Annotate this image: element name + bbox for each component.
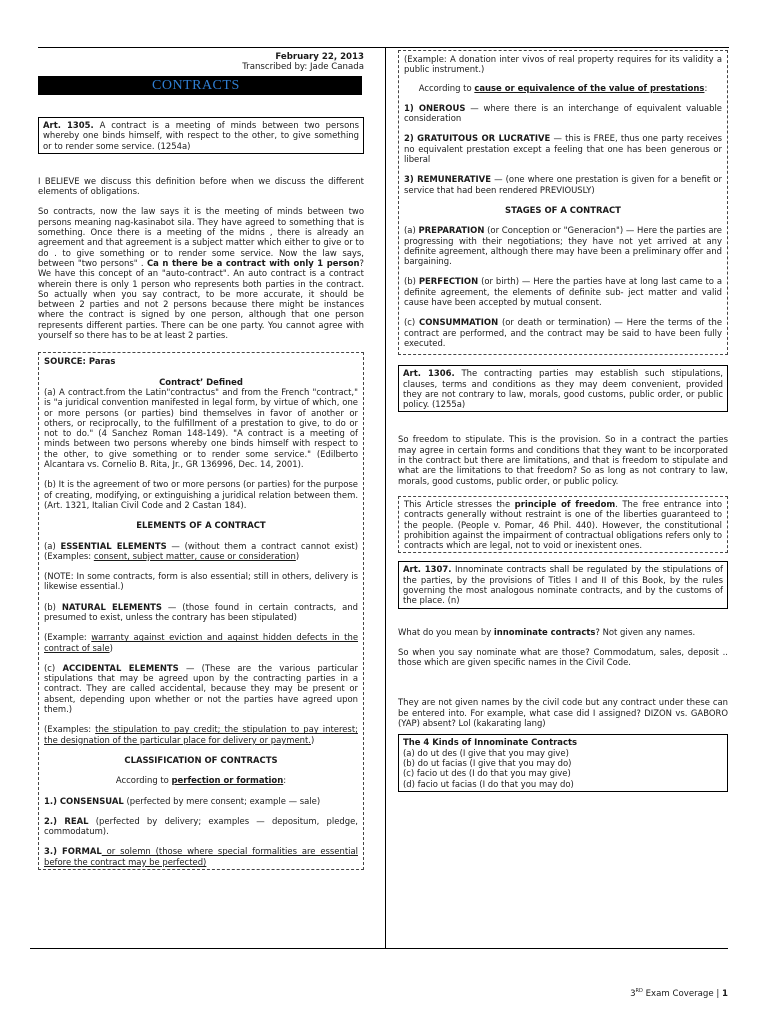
innominate-kinds-box (398, 734, 728, 791)
ex2-a: (Example: (44, 632, 92, 643)
gratuitous-item (404, 133, 722, 164)
r2-bold: 2) GRATUITOUS OR LUCRATIVE (404, 133, 551, 144)
art1305-text: A contract is a meeting of minds between two persons whereby one binds himself, with respect to the other, to give something or to render some service. (1254a) (43, 120, 359, 151)
art1305-label: Art. 1305. (43, 120, 94, 130)
acc-a: (c) (44, 662, 63, 673)
s3-rest: (or death or termination) — Here the terms of the contract are performed, and the contract may be said to have been fully executed. (404, 317, 723, 348)
s2-rest: (or birth) — Here the parties have at long last came to a definite agreement, the elements of definite sub- ject matter and valid cause have been accepted by mutual consent. (404, 276, 723, 308)
r2-rest: — this is FREE, thus one party receives no equivalent prestation except a feeling that one has been generous or liberal (404, 133, 723, 165)
according-b: : (283, 775, 287, 786)
kind-item: (d) facio ut facias (I do that you may do) (403, 778, 574, 789)
nat-b: — (those found in certain contracts, and presumed to exist, unless the contrary has been stipulated) (44, 601, 359, 622)
art1307-box (398, 561, 728, 608)
acc2-underline: cause or equivalence of the value of prestations (474, 82, 705, 93)
document-title: CONTRACTS (38, 76, 362, 95)
real-item (44, 816, 358, 837)
remunerative-item (404, 174, 722, 195)
paras-source-box (38, 352, 364, 870)
accidental-examples (44, 724, 358, 745)
q-b: ? Not given any names. (595, 626, 696, 637)
definition-a: (a) A contract.from the Latin"contractus" and from the French "contract," is "a juridical convention manifested in legal form, by virtue of which, one or more persons (or parties) bind themselves in favor of another or others, or reciprocally, to the fulfillment of a prestation to give, to do or not to do." (4 Sanchez Roman 148-149). "A contract is a meeting of minds between two persons whereby one binds himself with respect to the other, to give something or to render some service." (Edilberto Alcantara vs. Cornelio B. Rita, Jr., GR 136996, Dec. 14, 2001). (44, 386, 358, 470)
s3-a: (c) (404, 317, 420, 328)
s2-bold: PERFECTION (418, 276, 479, 287)
according-perfection (44, 775, 358, 785)
c2-bold: 2.) REAL (44, 815, 89, 826)
para2-text-a: So contracts, now the law says it is the meeting of minds between two persons meaning nag-kasinabot sila. They have agreed to something that is something. Once there is a meeting of the midns , there is already an agreement and that agreement is a subject matter which either to give or to do . to give something or to render some service. Now the law says, between "two persons" . (38, 206, 364, 268)
essential-elements (44, 541, 358, 562)
consensual-item (44, 796, 358, 806)
prestations-box (398, 50, 728, 355)
according-underline: perfection or formation (171, 775, 284, 786)
art1307-label: Art. 1307. (403, 564, 452, 575)
ex3-b: ) (311, 734, 315, 745)
c1-bold: 1.) CONSENSUAL (44, 795, 124, 806)
q-a: What do you mean by (398, 626, 494, 637)
acc2-a: According to (418, 82, 475, 93)
header-transcriber: Transcribed by: Jade Canada (242, 62, 364, 72)
r3-bold: 3) REMUNERATIVE (404, 174, 491, 185)
column-divider (385, 48, 386, 948)
nominate-paragraph: So when you say nominate what are those? Commodatum, sales, deposit .. those which are given specific names in the Civil Code. (398, 646, 728, 668)
art1305-box (38, 117, 364, 154)
paragraph-contracts-law (38, 206, 364, 340)
art1306-label: Art. 1306. (403, 368, 455, 379)
art1307-text: Innominate contracts shall be regulated by the stipulations of the parties, by the provisions of Titles I and II of this Book, by the rules governing the most analogous nominate contracts, and by the customs of the place. (n) (403, 564, 723, 606)
nat-a: (b) (44, 601, 62, 612)
ex3-a: (Examples: (44, 724, 96, 735)
natural-elements (44, 602, 358, 623)
footer-sup: RD (635, 988, 643, 994)
art1306-box (398, 365, 728, 412)
nat-bold: NATURAL ELEMENTS (61, 601, 162, 612)
left-column (38, 52, 364, 870)
kind-item: (b) do ut facias (I give that you may do) (403, 757, 572, 768)
contract-defined-heading: Contract’ Defined (159, 376, 243, 387)
kind-item: (c) facio ut des (I do that you may give) (403, 768, 571, 779)
r1-bold: 1) ONEROUS (404, 102, 466, 113)
page-number: 1 (722, 988, 728, 999)
form-note: (NOTE: In some contracts, form is also essential; still in others, delivery is likewise essential.) (44, 571, 358, 592)
s1-a: (a) (404, 225, 419, 236)
acc-b: — (These are the various particular stipulations that may be agreed upon by the contracting parties in a contract. They are called accidental, because they may be present or absent, depending upon whether or not the parties have agreed upon them.) (44, 662, 358, 715)
onerous-item (404, 103, 722, 124)
s2-a: (b) (404, 276, 419, 287)
footer-text: Exam Coverage | (642, 988, 723, 999)
princ-b: . The free entrance into contracts generally without restraint is one of the liberties guaranteed to the people. (People v. Pomar, 46 Phil. 440). However, the constitutional prohibition against the impairment of contractual obligations refers only to contracts which are legal, not to void or inexistent ones. (404, 498, 722, 551)
definition-b: (b) It is the agreement of two or more persons (or parties) for the purpose of creating, modifying, or extinguishing a juridical relation between them. (Art. 1321, Italian Civil Code and 2 Castan 184). (44, 479, 358, 510)
footer-rule (30, 948, 728, 949)
header-rule (38, 47, 729, 48)
c3-rest: or solemn (those where special formalities are essential before the contract may be perfected) (44, 846, 359, 867)
r3-rest: — (one where one prestation is given for a benefit or service that had been rendered PREVIOUSLY) (404, 174, 723, 195)
ess-a: (a) (44, 540, 61, 551)
consummation-stage (404, 317, 722, 348)
freedom-paragraph: So freedom to stipulate. This is the provision. So in a contract the parties may agree in certain forms and conditions that they want to be incorporated in the contract but there are limitations, and that is freedom to stipulate and what are the limitations to that freedom? So as long as not contrary to law, morals, good customs, public order, or public policy. (398, 434, 728, 486)
ex2-underline: warranty against eviction and against hidden defects in the contract of sale (44, 632, 359, 653)
elements-heading: ELEMENTS OF A CONTRACT (136, 520, 266, 531)
ess-c: ) (295, 550, 300, 561)
c2-rest: (perfected by delivery; examples — depositum, pledge, commodatum). (44, 815, 358, 837)
princ-a: This Article stresses the (404, 498, 515, 509)
header-date: February 22, 2013 (275, 52, 364, 62)
q-bold: innominate contracts (493, 626, 596, 637)
right-column (398, 50, 728, 792)
natural-example (44, 632, 358, 653)
para2-text-b: ? We have this concept of an "auto-contract". An auto contract is a contract wherein there is only 1 person who represents both parties in the contract. So actually when you say contract, to be more accurate, it should be between 2 parties and not 2 persons because there might be instances where the contract is signed by one person, although that one person represents different parties. There can be one party. You cannot agree with yourself so there has to be at least 2 parties. (38, 257, 364, 341)
footer-num: 3 (630, 988, 636, 999)
source-label: SOURCE: Paras (44, 356, 116, 367)
principle-freedom-box (398, 496, 728, 553)
innominate-question (398, 627, 728, 637)
r1-rest: — where there is an interchange of equivalent valuable consideration (404, 102, 722, 124)
classification-heading: CLASSIFICATION OF CONTRACTS (124, 754, 278, 765)
c3-bold: 3.) FORMAL (44, 846, 102, 857)
kinds-heading: The 4 Kinds of Innominate Contracts (403, 737, 578, 748)
para2-bold: Ca n there be a contract with only 1 person (146, 257, 360, 268)
not-named-paragraph: They are not given names by the civil code but any contract under these can be entered into. For example, what case did I assigned? DIZON vs. GABORO (YAP) absent? Lol (kakarating lang) (398, 697, 728, 729)
perfection-stage (404, 276, 722, 307)
ex3-underline: the stipulation to pay credit; the stipulation to pay interest; the designation of the particular place for delivery or payment. (44, 724, 358, 745)
according-cause (404, 83, 722, 93)
ess-b: — (without them a contract cannot exist) (Examples: (44, 540, 359, 561)
stages-heading: STAGES OF A CONTRACT (505, 204, 621, 215)
s1-bold: PREPARATION (418, 225, 485, 236)
kind-item: (a) do ut des (I give that you may give) (403, 747, 569, 758)
acc2-b: : (704, 82, 708, 93)
ess-underline: consent, subject matter, cause or consideration (93, 550, 296, 561)
accidental-elements (44, 663, 358, 714)
page-footer (630, 988, 728, 999)
acc-bold: ACCIDENTAL ELEMENTS (62, 662, 179, 673)
preparation-stage (404, 225, 722, 266)
formal-item (44, 846, 358, 867)
donation-example: (Example: A donation inter vivos of real property requires for its validity a public instrument.) (404, 54, 722, 75)
according-a: According to (115, 775, 172, 786)
paragraph-believe: I BELIEVE we discuss this definition before when we discuss the different elements of obligations. (38, 175, 364, 197)
s3-bold: CONSUMMATION (419, 317, 499, 328)
ex2-b: ) (109, 642, 113, 653)
art1306-text: The contracting parties may establish such stipulations, clauses, terms and conditions as they may deem convenient, provided they are not contrary to law, morals, good customs, public order, or public policy. (1255a) (403, 368, 723, 410)
ess-bold: ESSENTIAL ELEMENTS (60, 540, 167, 551)
s1-rest: (or Conception or "Generacion") — Here the parties are progressing with their negotiations; they have not yet arrived at any definite agreement, although there may have been a preliminary offer and bargaining. (404, 225, 722, 267)
princ-bold: principle of freedom (514, 498, 616, 509)
c1-rest: (perfected by mere consent; example — sale) (123, 795, 321, 806)
